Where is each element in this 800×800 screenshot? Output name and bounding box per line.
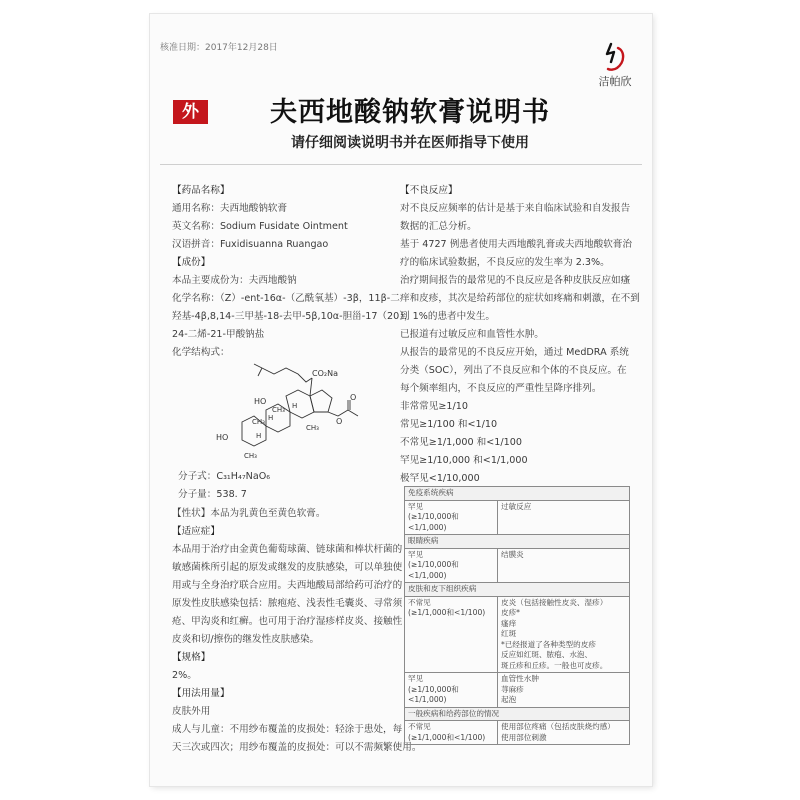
ae-line: 对不良反应频率的估计是基于来自临床试验和自发报告	[400, 203, 631, 214]
spec-value: 2%。	[172, 670, 197, 681]
drug-name-heading: 【药品名称】	[172, 185, 230, 196]
ae-line: 从报告的最常见的不良反应开始，通过 MedDRA 系统	[400, 347, 629, 358]
chemical-name-line: 化学名称：（Z）-ent-16α-（乙酰氧基）-3β，11β-二	[172, 293, 400, 304]
frequency-line: 罕见≥1/10,000 和<1/1,000	[400, 455, 528, 466]
left-column	[172, 182, 412, 362]
svg-text:O: O	[350, 393, 357, 402]
table-row	[405, 487, 630, 501]
structure-label: 化学结构式：	[172, 347, 230, 358]
struct-co2na: CO₂Na	[312, 369, 338, 378]
indications-heading: 【适应症】	[172, 526, 220, 537]
ae-line: 疗的临床试验数据，不良反应的发生率为 2.3%。	[400, 257, 610, 268]
document-subtitle: 请仔细阅读说明书并在医师指导下使用	[291, 135, 529, 151]
left-lower-column	[172, 505, 422, 757]
frequency-line: 不常见≥1/1,000 和<1/100	[400, 437, 522, 448]
struct-ho-top: HO	[254, 397, 267, 406]
table-row	[405, 596, 630, 673]
brand-name: 洁帕欣	[598, 75, 632, 88]
brand-mark-icon	[602, 42, 628, 72]
spec-heading: 【规格】	[172, 652, 211, 663]
struct-ch3: CH₃	[272, 406, 285, 414]
indications-line: 敏感菌株所引起的原发或继发的皮肤感染，可以单独使	[172, 562, 403, 573]
document-title: 夫西地酸钠软膏说明书	[270, 97, 550, 128]
formula-block	[172, 468, 270, 504]
usage-line: 天三次或四次；用纱布覆盖的皮损处：可以不需频繁使用。	[172, 742, 422, 753]
table-row	[405, 707, 630, 721]
usage-line: 成人与儿童：不用纱布覆盖的皮损处：轻涂于患处，每	[172, 724, 403, 735]
table-row	[405, 500, 630, 535]
table-row	[405, 535, 630, 549]
chemical-structure-diagram	[212, 360, 382, 468]
table-frequency: 不常见 (≥1/1,000和<1/100)	[405, 721, 498, 745]
struct-h: H	[256, 432, 262, 440]
approval-date: 核准日期：2017年12月28日	[160, 43, 278, 53]
table-row	[405, 548, 630, 583]
table-reaction: 皮炎（包括接触性皮炎、湿疹） 皮疹* 瘙痒 红斑 *已经报道了各种类型的皮疹 反应如红斑、脓疱、水泡、 斑丘疹和丘疹。一般也可皮疹。	[498, 596, 630, 673]
ae-line: 到 1%的患者中发生。	[400, 311, 496, 322]
brand-logo	[590, 42, 640, 89]
indications-line: 原发性皮肤感染包括：脓疱疮、浅表性毛囊炎、寻常须	[172, 598, 403, 609]
generic-name: 通用名称：夫西地酸钠软膏	[172, 203, 288, 214]
table-category: 眼睛疾病	[405, 535, 630, 549]
struct-ch3: CH₃	[244, 452, 257, 460]
table-reaction: 血管性水肿 荨麻疹 起泡	[498, 673, 630, 708]
indications-line: 用或与全身治疗联合应用。夫西地酸局部给药可治疗的	[172, 580, 403, 591]
ae-line: 基于 4727 例患者使用夫西地酸乳膏或夫西地酸软膏治	[400, 239, 632, 250]
molecular-formula: 分子式：C₃₁H₄₇NaO₆	[178, 471, 271, 482]
table-reaction: 过敏反应	[498, 500, 630, 535]
ae-line: 治疗期间报告的最常见的不良反应是各种皮肤反应如瘙	[400, 275, 631, 286]
main-ingredient: 本品主要成份为：夫西地酸钠	[172, 275, 297, 286]
properties: 【性状】本品为乳黄色至黄色软膏。	[172, 508, 326, 519]
table-row	[405, 673, 630, 708]
composition-heading: 【成份】	[172, 257, 211, 268]
indications-line: 皮炎和切/擦伤的继发性皮肤感染。	[172, 634, 320, 645]
table-reaction: 使用部位疼痛（包括皮肤烧灼感） 使用部位刺激	[498, 721, 630, 745]
svg-text:O: O	[336, 417, 343, 426]
indications-line: 疮、甲沟炎和红癣。也可用于治疗湿疹样皮炎、接触性	[172, 616, 403, 627]
table-frequency: 不常见 (≥1/1,000和<1/100)	[405, 596, 498, 673]
english-name: 英文名称：Sodium Fusidate Ointment	[172, 221, 348, 232]
table-row	[405, 583, 630, 597]
frequency-line: 极罕见<1/10,000	[400, 473, 480, 484]
ae-line: 分类（SOC），列出了不良反应和个体的不良反应。在	[400, 365, 627, 376]
header-divider	[160, 164, 642, 165]
chemical-name-line: 羟基-4β,8,14-三甲基-18-去甲-5β,10α-胆甾-17（20），	[172, 311, 414, 322]
ae-line: 痒和皮疹，其次是给药部位的症状如疼痛和刺激，在不到	[400, 293, 640, 304]
ae-line: 每个频率组内，不良反应的严重性呈降序排列。	[400, 383, 602, 394]
indications-line: 本品用于治疗由金黄色葡萄球菌、链球菌和棒状杆菌的	[172, 544, 403, 555]
table-reaction: 结膜炎	[498, 548, 630, 583]
table-row	[405, 721, 630, 745]
right-column	[400, 182, 640, 488]
adverse-reactions-heading: 【不良反应】	[400, 185, 458, 196]
table-frequency: 罕见 (≥1/10,000和<1/1,000)	[405, 548, 498, 583]
table-category: 皮肤和皮下组织疾病	[405, 583, 630, 597]
table-category: 一般疾病和给药部位的情况	[405, 707, 630, 721]
table-category: 免疫系统疾病	[405, 487, 630, 501]
struct-ch3: CH₃	[252, 418, 265, 426]
struct-ch3: CH₃	[306, 424, 319, 432]
ae-line: 已报道有过敏反应和血管性水肿。	[400, 329, 544, 340]
molecular-weight: 分子量：538. 7	[178, 489, 247, 500]
frequency-line: 非常常见≥1/10	[400, 401, 468, 412]
frequency-line: 常见≥1/100 和<1/10	[400, 419, 498, 430]
struct-ho-left: HO	[216, 433, 229, 442]
ae-line: 数据的汇总分析。	[400, 221, 477, 232]
table-frequency: 罕见 (≥1/10,000和<1/1,000)	[405, 673, 498, 708]
usage-heading: 【用法用量】	[172, 688, 230, 699]
pinyin-name: 汉语拼音：Fuxidisuanna Ruangao	[172, 239, 329, 250]
external-use-badge: 外	[173, 100, 208, 124]
table-frequency: 罕见 (≥1/10,000和<1/1,000)	[405, 500, 498, 535]
struct-h: H	[268, 414, 274, 422]
chemical-name-line: 24-二烯-21-甲酸钠盐	[172, 329, 265, 340]
struct-h: H	[292, 402, 298, 410]
usage-route: 皮肤外用	[172, 706, 211, 717]
adverse-reaction-table	[404, 486, 630, 745]
